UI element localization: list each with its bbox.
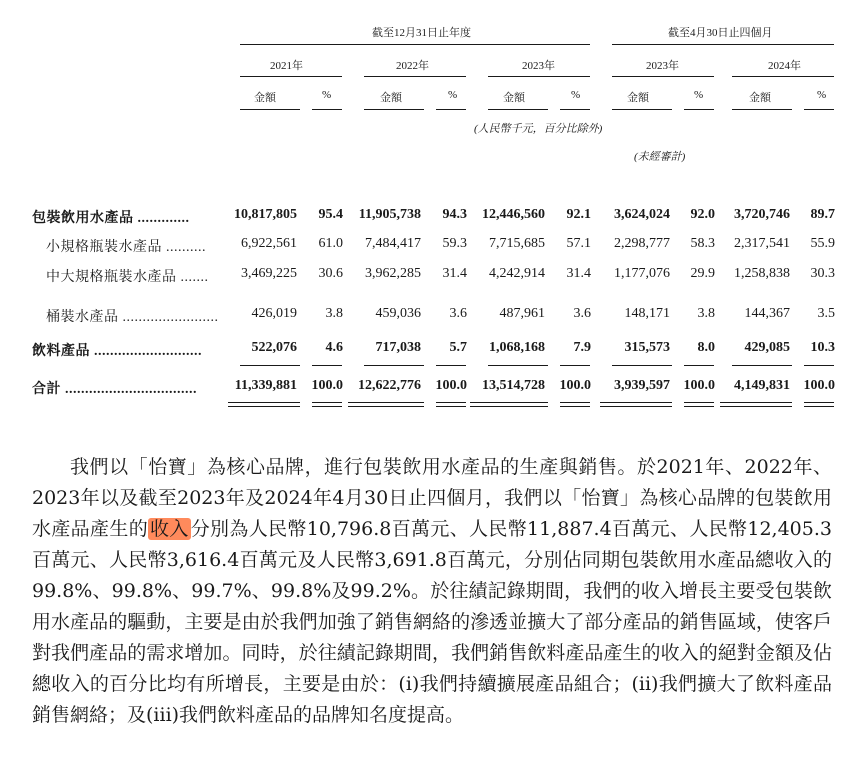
percent-cell: 100.0	[803, 378, 835, 393]
percent-cell: 58.3	[690, 236, 715, 251]
table-row	[0, 236, 860, 260]
amount-cell: 717,038	[375, 340, 421, 355]
amount-cell: 2,317,541	[734, 236, 790, 251]
percent-cell: 61.0	[318, 236, 343, 251]
amount-cell: 426,019	[251, 306, 297, 321]
year-rule	[612, 76, 714, 77]
total-double-rule	[312, 402, 342, 407]
paragraph-text-before: 我們以「怡寶」為核心品牌，進行包裝飲用水產品的生產與銷售。於2021年、2022年、2023年以及截至2023年及2024年4月30日止四個月，我們以「怡寶」為核心品牌的包裝飲用水產品產生的	[32, 456, 832, 540]
table-row	[0, 306, 860, 330]
percent-cell: 100.0	[311, 378, 343, 393]
total-double-rule	[684, 402, 714, 407]
amount-cell: 6,922,561	[241, 236, 297, 251]
group-rule-four-months	[612, 44, 834, 45]
percent-header: %	[322, 89, 332, 101]
amount-rule	[612, 109, 672, 110]
percent-cell: 30.3	[810, 266, 835, 281]
percent-cell: 31.4	[566, 266, 591, 281]
percent-cell: 57.1	[566, 236, 591, 251]
percent-cell: 3.6	[573, 306, 591, 321]
year-rule	[240, 76, 342, 77]
total-double-rule	[600, 402, 672, 407]
amount-rule	[240, 109, 300, 110]
subtotal-rule	[684, 365, 714, 366]
row-label: 包裝飲用水產品 .............	[32, 211, 190, 226]
subtotal-rule	[612, 365, 672, 366]
percent-cell: 92.0	[690, 207, 715, 222]
amount-cell: 11,339,881	[234, 378, 297, 393]
year-header: 2024年	[768, 60, 801, 72]
percent-cell: 29.9	[690, 266, 715, 281]
body-paragraph	[32, 452, 832, 731]
group-rule-year-end	[240, 44, 590, 45]
amount-rule	[488, 109, 548, 110]
year-header: 2021年	[270, 60, 303, 72]
highlighted-term: 收入	[150, 518, 189, 540]
group-title-four-months: 截至4月30日止四個月	[668, 27, 773, 39]
percent-cell: 4.6	[325, 340, 343, 355]
subtotal-rule	[312, 365, 342, 366]
amount-cell: 487,961	[499, 306, 545, 321]
unit-note: (人民幣千元，百分比除外)	[474, 123, 603, 135]
year-rule	[732, 76, 834, 77]
group-title-year-end: 截至12月31日止年度	[372, 27, 471, 39]
amount-cell: 148,171	[624, 306, 670, 321]
percent-header: %	[448, 89, 458, 101]
amount-cell: 7,715,685	[489, 236, 545, 251]
amount-cell: 2,298,777	[614, 236, 670, 251]
total-double-rule	[560, 402, 590, 407]
percent-cell: 30.6	[318, 266, 343, 281]
subtotal-rule	[436, 365, 466, 366]
amount-cell: 1,177,076	[614, 266, 670, 281]
amount-header: 金額	[380, 92, 402, 104]
subtotal-rule	[560, 365, 590, 366]
amount-cell: 1,258,838	[734, 266, 790, 281]
table-row	[0, 207, 860, 231]
percent-rule	[560, 109, 590, 110]
amount-cell: 4,149,831	[734, 378, 790, 393]
amount-cell: 429,085	[744, 340, 790, 355]
percent-cell: 7.9	[573, 340, 591, 355]
percent-cell: 31.4	[442, 266, 467, 281]
total-double-rule	[228, 402, 300, 407]
percent-cell: 89.7	[810, 207, 835, 222]
year-header: 2022年	[396, 60, 429, 72]
amount-rule	[732, 109, 792, 110]
percent-rule	[804, 109, 834, 110]
total-double-rule	[720, 402, 792, 407]
table-row-total	[0, 378, 860, 402]
amount-cell: 7,484,417	[365, 236, 421, 251]
total-double-rule	[804, 402, 834, 407]
amount-cell: 3,469,225	[241, 266, 297, 281]
percent-cell: 94.3	[442, 207, 467, 222]
total-double-rule	[348, 402, 424, 407]
subtotal-rule	[804, 365, 834, 366]
year-header: 2023年	[646, 60, 679, 72]
percent-cell: 3.8	[325, 306, 343, 321]
amount-cell: 4,242,914	[489, 266, 545, 281]
percent-header: %	[817, 89, 827, 101]
year-rule	[488, 76, 590, 77]
amount-header: 金額	[254, 92, 276, 104]
row-label: 小規格瓶裝水產品 ..........	[46, 240, 206, 255]
subtotal-rule	[732, 365, 792, 366]
percent-cell: 92.1	[566, 207, 591, 222]
year-header: 2023年	[522, 60, 555, 72]
percent-cell: 3.8	[697, 306, 715, 321]
amount-cell: 11,905,738	[358, 207, 421, 222]
row-label: 合計 .................................	[32, 382, 197, 397]
row-label: 飲料產品 ...........................	[32, 344, 202, 359]
percent-cell: 3.5	[817, 306, 835, 321]
amount-cell: 1,068,168	[489, 340, 545, 355]
amount-header: 金額	[503, 92, 525, 104]
subtotal-rule	[488, 365, 548, 366]
unaudited-note: (未經審計)	[634, 151, 686, 163]
total-double-rule	[436, 402, 466, 407]
amount-rule	[364, 109, 424, 110]
percent-cell: 95.4	[318, 207, 343, 222]
subtotal-rule	[240, 365, 300, 366]
percent-cell: 5.7	[449, 340, 467, 355]
row-label: 中大規格瓶裝水產品 .......	[46, 270, 209, 285]
amount-cell: 10,817,805	[234, 207, 297, 222]
percent-header: %	[571, 89, 581, 101]
percent-cell: 3.6	[449, 306, 467, 321]
amount-cell: 3,939,597	[614, 378, 670, 393]
row-label: 桶裝水產品 ........................	[46, 310, 219, 325]
amount-cell: 12,446,560	[482, 207, 545, 222]
percent-rule	[312, 109, 342, 110]
percent-cell: 100.0	[683, 378, 715, 393]
percent-rule	[684, 109, 714, 110]
table-row	[0, 266, 860, 290]
amount-cell: 3,720,746	[734, 207, 790, 222]
subtotal-rule	[364, 365, 424, 366]
amount-cell: 13,514,728	[482, 378, 545, 393]
amount-cell: 522,076	[251, 340, 297, 355]
amount-cell: 3,962,285	[365, 266, 421, 281]
percent-cell: 59.3	[442, 236, 467, 251]
percent-rule	[436, 109, 466, 110]
percent-header: %	[694, 89, 704, 101]
amount-cell: 3,624,024	[614, 207, 670, 222]
amount-header: 金額	[749, 92, 771, 104]
amount-cell: 315,573	[624, 340, 670, 355]
percent-cell: 10.3	[810, 340, 835, 355]
percent-cell: 55.9	[810, 236, 835, 251]
amount-header: 金額	[627, 92, 649, 104]
percent-cell: 8.0	[697, 340, 715, 355]
amount-cell: 459,036	[375, 306, 421, 321]
percent-cell: 100.0	[559, 378, 591, 393]
percent-cell: 100.0	[435, 378, 467, 393]
total-double-rule	[470, 402, 548, 407]
table-row	[0, 340, 860, 364]
amount-cell: 12,622,776	[358, 378, 421, 393]
paragraph-text-after: 分別為人民幣10,796.8百萬元、人民幣11,887.4百萬元、人民幣12,405.3百萬元、人民幣3,616.4百萬元及人民幣3,691.8百萬元，分別佔同期包裝飲用水產品總收入的99.8%、99.8%、99.7%、99.8%及99.2%。於往績記錄期間，我們的收入增長主要受包裝飲用水產品的驅動，主要是由於我們加強了銷售網絡的滲透並擴大了部分產品的銷售區域，使客戶對我們產品的需求增加。同時，於往績記錄期間，我們銷售飲料產品產生的收入的絕對金額及佔總收入的百分比均有所增長，主要是由於：(i)我們持續擴展產品組合；(ii)我們擴大了飲料產品銷售網絡；及(iii)我們飲料產品的品牌知名度提高。	[32, 518, 832, 726]
year-rule	[364, 76, 466, 77]
amount-cell: 144,367	[744, 306, 790, 321]
